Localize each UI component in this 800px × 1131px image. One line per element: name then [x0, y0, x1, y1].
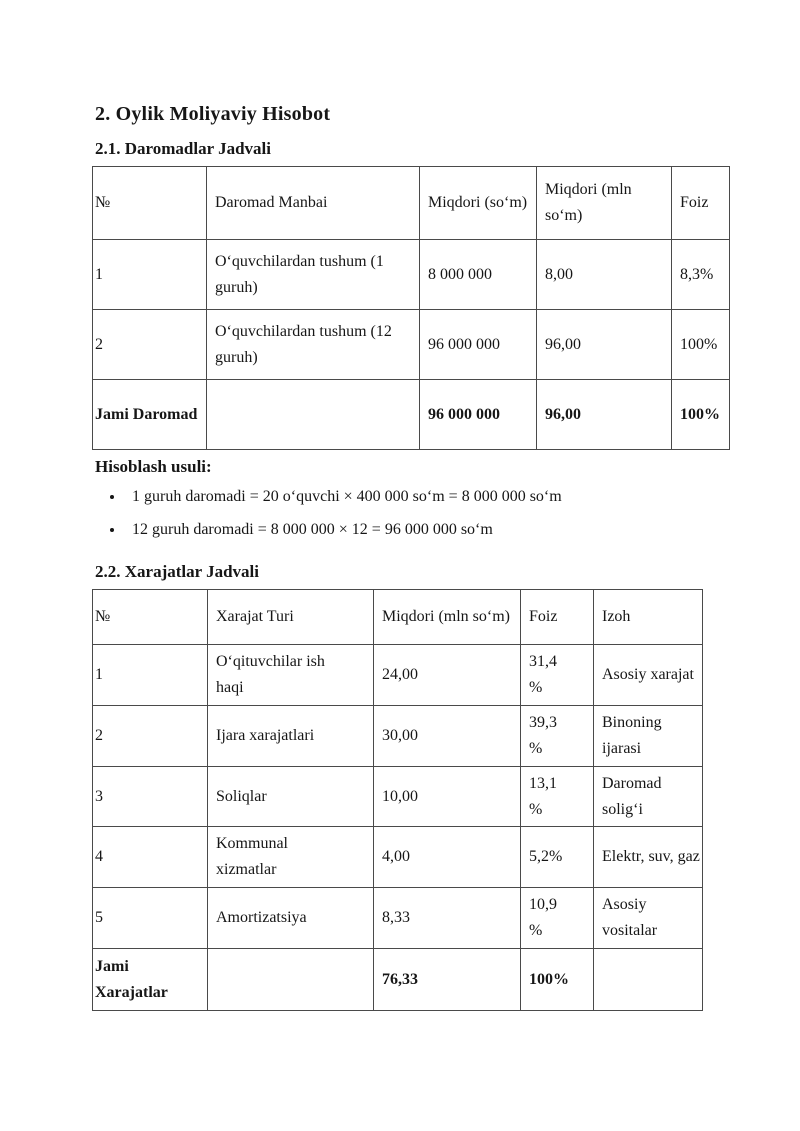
- cell-amount: 30,00: [374, 705, 521, 766]
- expense-table-row: [93, 705, 703, 766]
- cell-note: Asosiy xarajat: [594, 645, 703, 706]
- income-table-row: [93, 310, 730, 380]
- expense-header-cell-percent: Foiz: [521, 590, 594, 645]
- doc-title: 2. Oylik Moliyaviy Hisobot: [95, 103, 331, 125]
- income-total-row: [93, 380, 730, 450]
- cell-total-amount: 76,33: [374, 949, 521, 1011]
- cell-percent: 13,1 %: [521, 766, 594, 827]
- cell-amount: 96 000 000: [420, 310, 537, 380]
- cell-num: 1: [93, 645, 208, 706]
- cell-percent: 5,2%: [521, 827, 594, 888]
- cell-note: Elektr, suv, gaz: [594, 827, 703, 888]
- cell-note: Daromad solig‘i: [594, 766, 703, 827]
- cell-type: Ijara xarajatlari: [208, 705, 374, 766]
- income-section-heading: 2.1. Daromadlar Jadvali: [95, 139, 271, 158]
- cell-type: O‘qituvchilar ish haqi: [208, 645, 374, 706]
- cell-amount-mln: 96,00: [537, 310, 672, 380]
- cell-type: Soliqlar: [208, 766, 374, 827]
- expense-header-cell-note: Izoh: [594, 590, 703, 645]
- income-table: [92, 166, 730, 450]
- cell-total-amount: 96 000 000: [420, 380, 537, 450]
- expense-section-heading: 2.2. Xarajatlar Jadvali: [95, 562, 260, 581]
- cell-num: 1: [93, 240, 207, 310]
- cell-empty: [594, 949, 703, 1011]
- income-header-cell-amount: Miqdori (so‘m): [420, 167, 537, 240]
- cell-percent: 39,3 %: [521, 705, 594, 766]
- cell-num: 5: [93, 888, 208, 949]
- cell-percent: 31,4 %: [521, 645, 594, 706]
- cell-note: Binoning ijarasi: [594, 705, 703, 766]
- income-header-cell-num: №: [93, 167, 207, 240]
- expense-header-cell-type: Xarajat Turi: [208, 590, 374, 645]
- income-header-row: [93, 167, 730, 240]
- cell-total-label: Jami Daromad: [93, 380, 207, 450]
- cell-total-label: Jami Xarajatlar: [93, 949, 208, 1011]
- cell-source: O‘quvchilardan tushum (12 guruh): [207, 310, 420, 380]
- expense-table-row: [93, 827, 703, 888]
- cell-num: 2: [93, 310, 207, 380]
- expense-table-row: [93, 888, 703, 949]
- income-header-cell-source: Daromad Manbai: [207, 167, 420, 240]
- cell-amount-mln: 8,00: [537, 240, 672, 310]
- cell-amount: 8,33: [374, 888, 521, 949]
- cell-type: Amortizatsiya: [208, 888, 374, 949]
- expense-total-row: [93, 949, 703, 1011]
- income-header-cell-percent: Foiz: [672, 167, 730, 240]
- cell-type: Kommunal xizmatlar: [208, 827, 374, 888]
- cell-total-amount-mln: 96,00: [537, 380, 672, 450]
- cell-amount: 24,00: [374, 645, 521, 706]
- cell-total-percent: 100%: [521, 949, 594, 1011]
- cell-num: 3: [93, 766, 208, 827]
- cell-amount: 8 000 000: [420, 240, 537, 310]
- income-table-row: [93, 240, 730, 310]
- cell-empty: [207, 380, 420, 450]
- cell-percent: 10,9 %: [521, 888, 594, 949]
- calculation-heading: Hisoblash usuli:: [95, 457, 212, 476]
- expense-table-row: [93, 766, 703, 827]
- calculation-item: • 1 guruh daromadi = 20 o‘quvchi × 400 000 so‘m = 8 000 000 so‘m: [125, 487, 730, 507]
- calculation-list: [92, 487, 730, 540]
- cell-num: 2: [93, 705, 208, 766]
- cell-percent: 8,3%: [672, 240, 730, 310]
- calculation-item: • 12 guruh daromadi = 8 000 000 × 12 = 96 000 000 so‘m: [125, 520, 730, 540]
- expense-header-cell-num: №: [93, 590, 208, 645]
- cell-note: Asosiy vositalar: [594, 888, 703, 949]
- cell-percent: 100%: [672, 310, 730, 380]
- expense-table: [92, 589, 703, 1011]
- income-header-cell-amount-mln: Miqdori (mln so‘m): [537, 167, 672, 240]
- cell-amount: 10,00: [374, 766, 521, 827]
- cell-amount: 4,00: [374, 827, 521, 888]
- expense-table-row: [93, 645, 703, 706]
- cell-empty: [208, 949, 374, 1011]
- spacer: [92, 450, 730, 452]
- cell-total-percent: 100%: [672, 380, 730, 450]
- cell-num: 4: [93, 827, 208, 888]
- cell-source: O‘quvchilardan tushum (1 guruh): [207, 240, 420, 310]
- expense-header-row: [93, 590, 703, 645]
- expense-header-cell-amount: Miqdori (mln so‘m): [374, 590, 521, 645]
